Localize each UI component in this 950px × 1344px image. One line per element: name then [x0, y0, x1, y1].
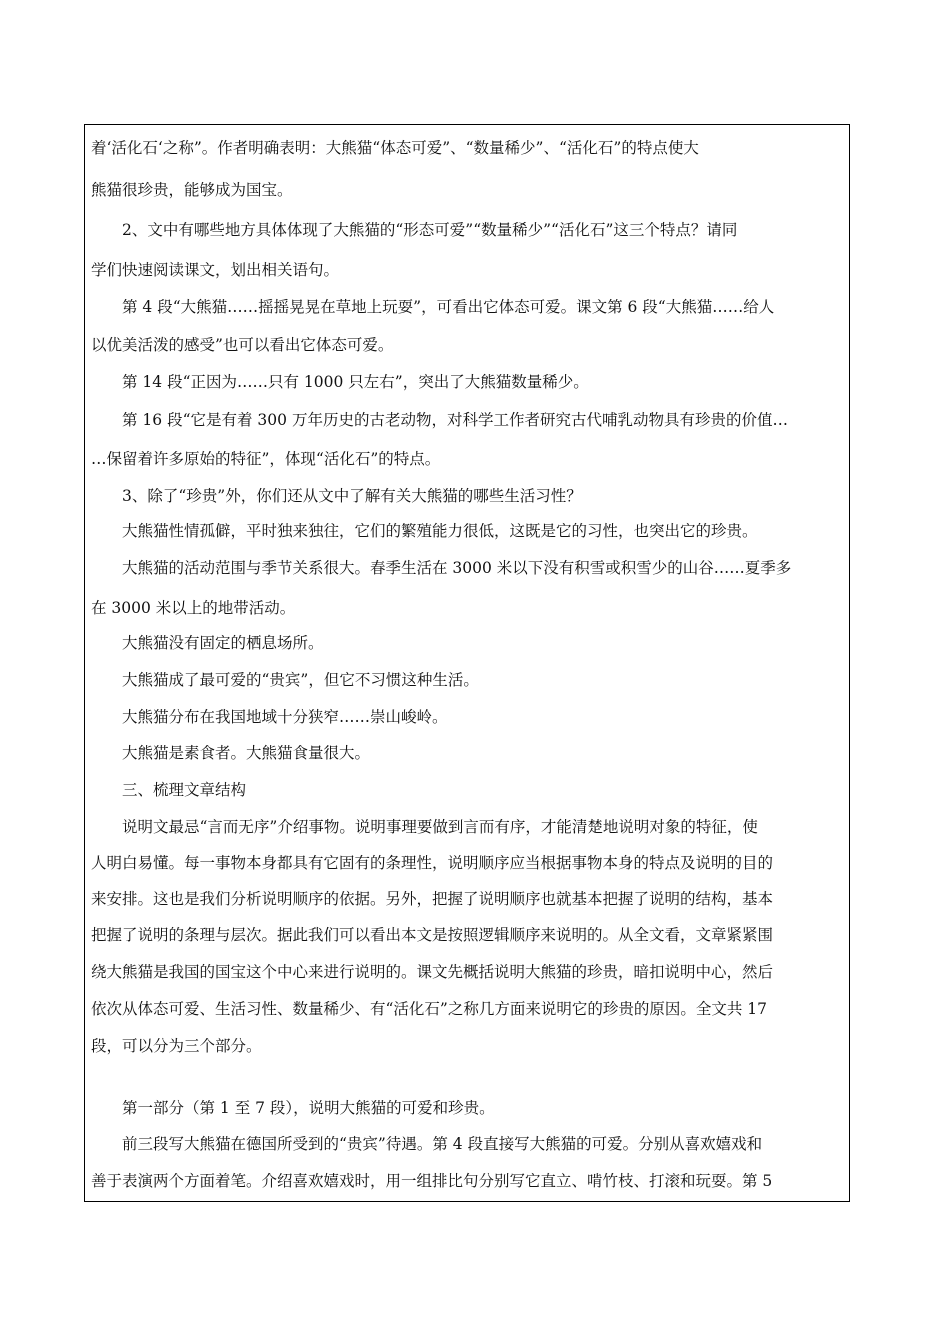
text-line: 依次从体态可爱、生活习性、数量稀少、有“活化石”之称几方面来说明它的珍贵的原因。全文共 17	[91, 1000, 768, 1018]
text-line: 大熊猫的活动范围与季节关系很大。春季生活在 3000 米以下没有积雪或积雪少的山谷……夏季多	[122, 559, 792, 577]
text-line: 善于表演两个方面着笔。介绍喜欢嬉戏时，用一组排比句分别写它直立、啃竹枝、打滚和玩耍。第 5	[91, 1172, 773, 1190]
text-line: 大熊猫是素食者。大熊猫食量很大。	[122, 744, 371, 762]
text-line: 3、除了“珍贵”外，你们还从文中了解有关大熊猫的哪些生活习性？	[122, 487, 582, 505]
text-line: 着‘活化石‘之称”。作者明确表明：大熊猫“体态可爱”、“数量稀少”、“活化石”的特点使大	[91, 139, 699, 157]
text-line: 大熊猫没有固定的栖息场所。	[122, 634, 324, 652]
text-line: 来安排。这也是我们分析说明顺序的依据。另外，把握了说明顺序也就基本把握了说明的结构，基本	[91, 890, 774, 908]
text-line: 绕大熊猫是我国的国宝这个中心来进行说明的。课文先概括说明大熊猫的珍贵，暗扣说明中心，然后	[91, 963, 774, 981]
text-line: …保留着许多原始的特征”，体现“活化石”的特点。	[91, 450, 441, 468]
text-line: 第一部分（第 1 至 7 段），说明大熊猫的可爱和珍贵。	[122, 1099, 495, 1117]
text-line: 大熊猫分布在我国地域十分狭窄……崇山峻岭。	[122, 708, 448, 726]
text-line: 第 16 段“它是有着 300 万年历史的古老动物，对科学工作者研究古代哺乳动物具有珍贵的价值…	[122, 411, 788, 429]
text-line: 第 14 段“正因为……只有 1000 只左右”，突出了大熊猫数量稀少。	[122, 373, 589, 391]
text-line: 在 3000 米以上的地带活动。	[91, 599, 296, 617]
text-line: 大熊猫性情孤僻，平时独来独往，它们的繁殖能力很低，这既是它的习性，也突出它的珍贵。	[122, 522, 758, 540]
text-line: 人明白易懂。每一事物本身都具有它固有的条理性，说明顺序应当根据事物本身的特点及说明的目的	[91, 854, 774, 872]
text-line: 2、文中有哪些地方具体体现了大熊猫的“形态可爱”“数量稀少”“活化石”这三个特点？请同	[122, 221, 738, 239]
text-line: 大熊猫成了最可爱的“贵宾”，但它不习惯这种生活。	[122, 671, 479, 689]
text-line: 段，可以分为三个部分。	[91, 1037, 262, 1055]
text-line: 第 4 段“大熊猫……摇摇晃晃在草地上玩耍”，可看出它体态可爱。课文第 6 段“大熊猫……给人	[122, 298, 775, 316]
text-line: 说明文最忌“言而无序”介绍事物。说明事理要做到言而有序，才能清楚地说明对象的特征，使	[122, 818, 758, 836]
text-line: 前三段写大熊猫在德国所受到的“贵宾”待遇。第 4 段直接写大熊猫的可爱。分别从喜欢嬉戏和	[122, 1135, 763, 1153]
text-line: 熊猫很珍贵，能够成为国宝。	[91, 181, 293, 199]
text-line: 学们快速阅读课文，划出相关语句。	[91, 261, 340, 279]
text-line: 把握了说明的条理与层次。据此我们可以看出本文是按照逻辑顺序来说明的。从全文看，文章紧紧围	[91, 926, 774, 944]
text-line: 以优美活泼的感受”也可以看出它体态可爱。	[91, 336, 394, 354]
section-heading: 三、梳理文章结构	[122, 781, 247, 799]
